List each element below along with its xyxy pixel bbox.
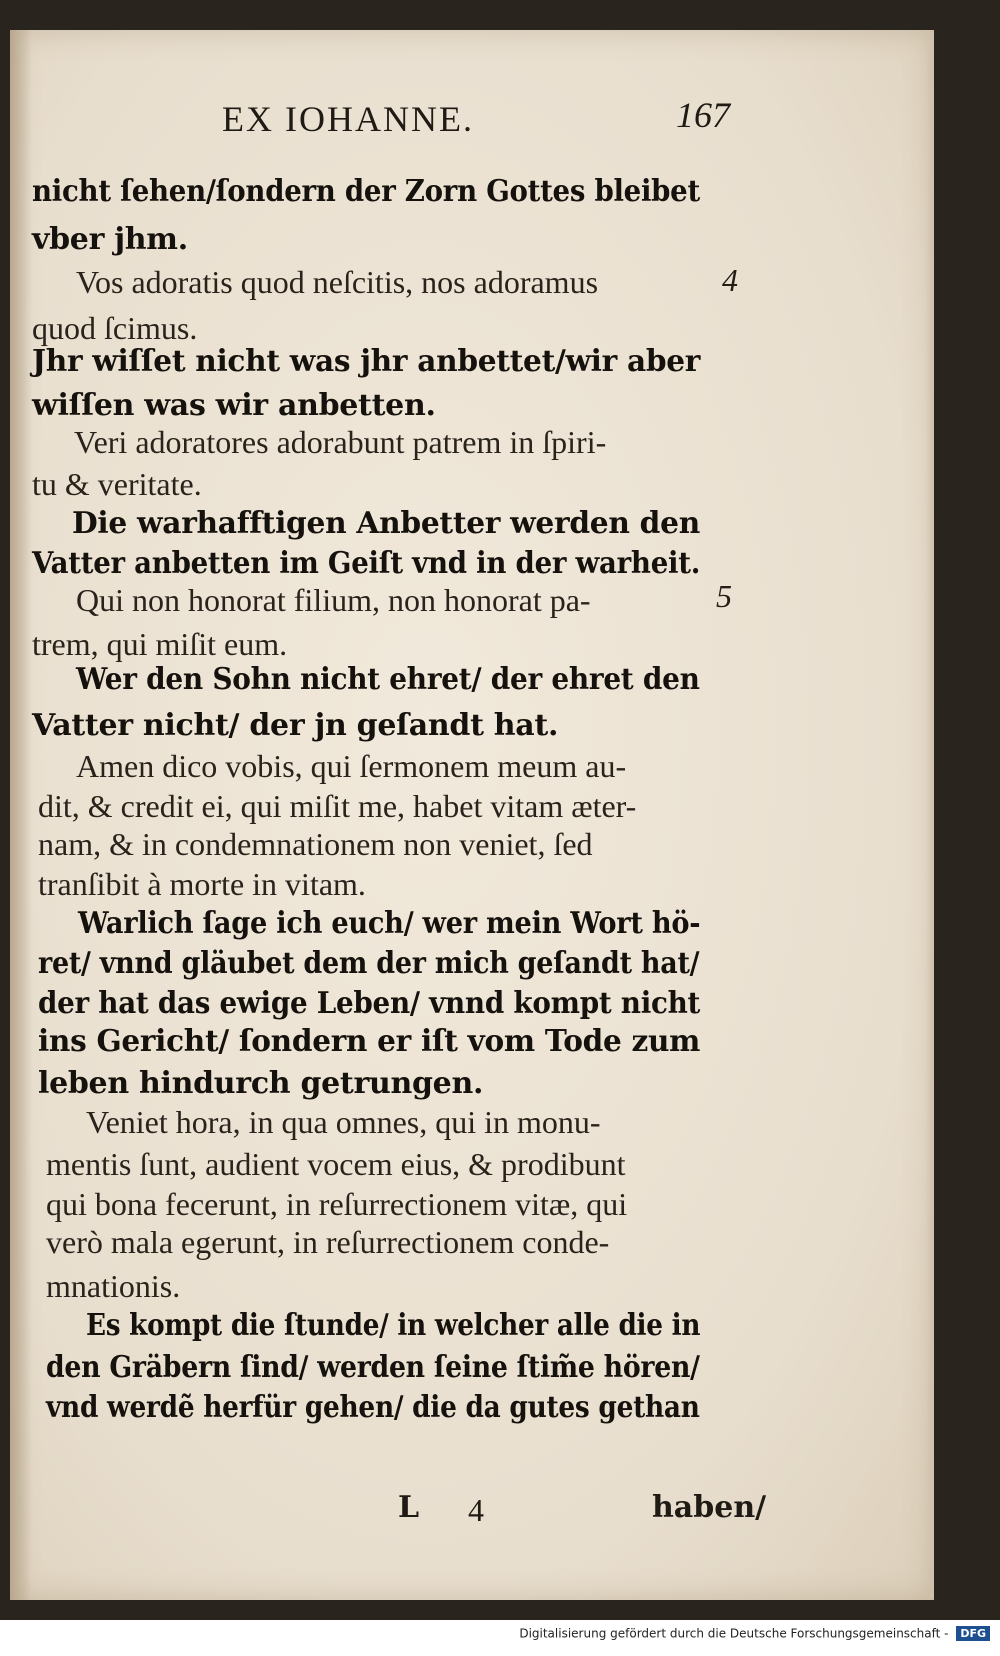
latin-text-line: Qui non honorat filium, non honorat pa- [76, 582, 591, 618]
german-text-line: der hat das ewige Leben/ vnnd kompt nicht [38, 986, 701, 1021]
latin-text-line: dit, & credit ei, qui miſit me, habet vitam æter- [38, 788, 637, 824]
signature-number: 4 [468, 1492, 484, 1528]
page-number: 167 [676, 95, 730, 135]
latin-text-line: verò mala egerunt, in reſurrectionem conde- [46, 1224, 610, 1260]
latin-text-line: tranſibit à morte in vitam. [38, 866, 366, 902]
verse-number: 5 [716, 578, 732, 614]
german-text-line: Wer den Sohn nicht ehret/ der ehret den [76, 662, 700, 697]
catchword: haben/ [652, 1490, 767, 1525]
signature-mark: L [398, 1490, 420, 1525]
latin-text-line: nam, & in condemnationem non veniet, ſed [38, 826, 593, 862]
german-text-line: leben hindurch getrungen. [38, 1066, 484, 1101]
german-text-line: den Gräbern ſind/ werden ſeine ſtim̃e hören/ [46, 1350, 700, 1385]
german-text-line: Jhr wiſſet nicht was jhr anbettet/wir aber [32, 344, 701, 379]
page-text [10, 30, 934, 1600]
latin-text-line: Veniet hora, in qua omnes, qui in monu- [86, 1104, 601, 1140]
latin-text-line: Veri adoratores adorabunt patrem in ſpiri- [74, 424, 607, 460]
latin-text-line: Amen dico vobis, qui ſermonem meum au- [76, 748, 627, 784]
german-text-line: vber jhm. [32, 222, 188, 257]
german-text-line: Vatter anbetten im Geiſt vnd in der warheit. [32, 546, 701, 581]
german-text-line: Vatter nicht/ der jn geſandt hat. [32, 708, 559, 743]
footer-credit: Digitalisierung gefördert durch die Deutsche Forschungsgemeinschaft - [519, 1626, 949, 1641]
german-text-line: Die warhafftigen Anbetter werden den [72, 506, 700, 541]
german-text-line: wiſſen was wir anbetten. [32, 388, 436, 423]
running-head: EX IOHANNE. [222, 99, 474, 139]
book-page [10, 30, 934, 1600]
german-text-line: Es kompt die ſtunde/ in welcher alle die in [86, 1308, 701, 1343]
digitization-footer [0, 1626, 990, 1656]
german-text-line: ret/ vnnd gläubet dem der mich geſandt hat/ [38, 946, 700, 981]
german-text-line: ins Gericht/ ſondern er iſt vom Tode zum [38, 1024, 701, 1059]
german-text-line: vnd werdẽ herfür gehen/ die da gutes gethan [46, 1390, 700, 1425]
dfg-logo: DFG [956, 1626, 990, 1641]
latin-text-line: mnationis. [46, 1268, 181, 1304]
latin-text-line: quod ſcimus. [32, 310, 198, 346]
german-text-line: nicht ſehen/ſondern der Zorn Gottes bleibet [32, 174, 700, 209]
latin-text-line: Vos adoratis quod neſcitis, nos adoramus [76, 264, 599, 300]
latin-text-line: trem, qui miſit eum. [32, 626, 288, 662]
latin-text-line: qui bona fecerunt, in reſurrectionem vitæ, qui [46, 1186, 628, 1222]
verse-number: 4 [722, 262, 738, 298]
latin-text-line: mentis ſunt, audient vocem eius, & prodibunt [46, 1146, 626, 1182]
latin-text-line: tu & veritate. [32, 466, 202, 502]
german-text-line: Warlich ſage ich euch/ wer mein Wort hö- [78, 906, 701, 941]
